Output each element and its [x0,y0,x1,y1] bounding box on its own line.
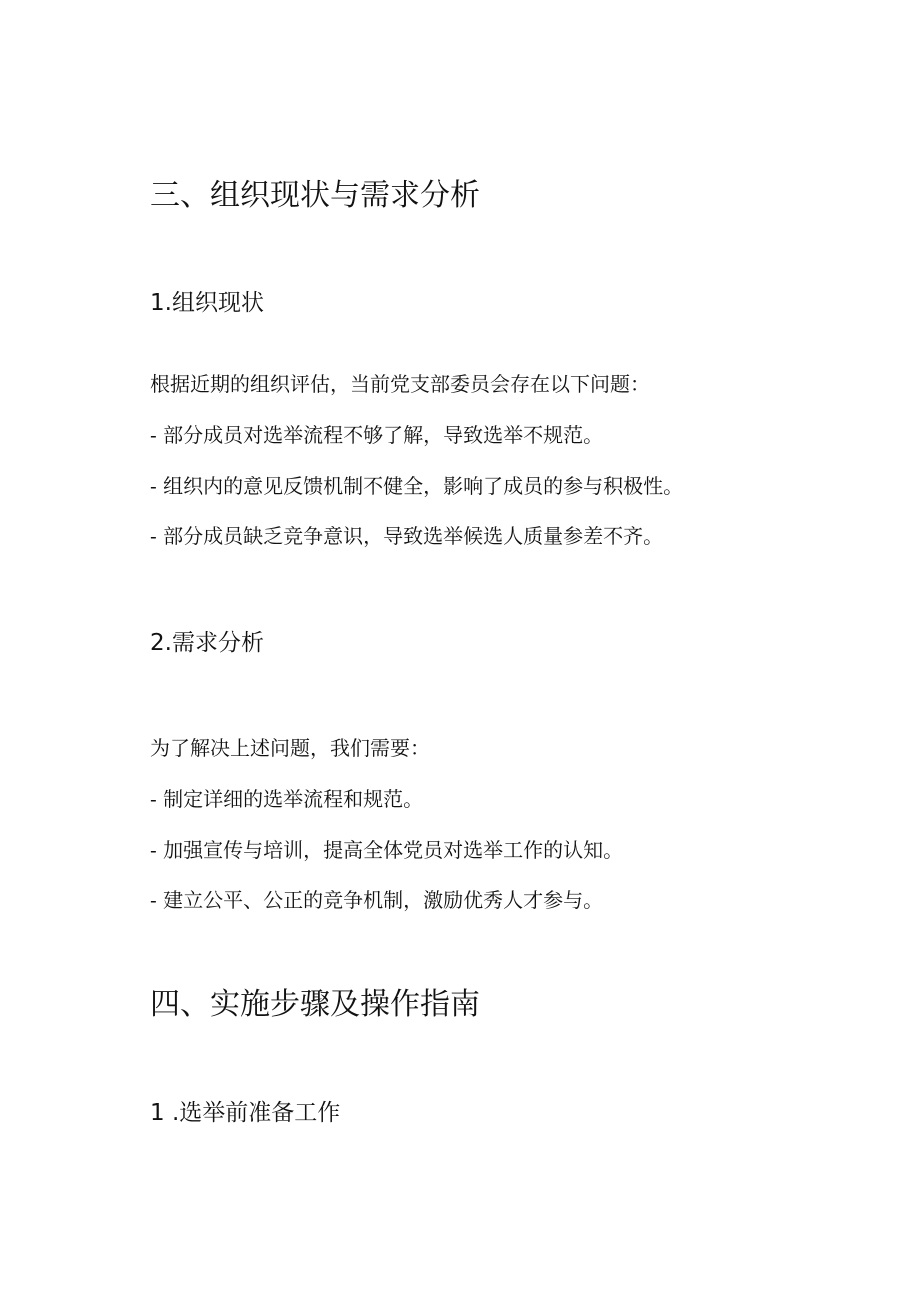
list-item: - 部分成员对选举流程不够了解，导致选举不规范。 [150,423,604,447]
list-item: - 加强宣传与培训，提高全体党员对选举工作的认知。 [150,838,624,862]
subsection-heading-org-status: 1.组织现状 [150,290,264,316]
paragraph-org-status-intro: 根据近期的组织评估，当前党支部委员会存在以下问题： [150,372,650,396]
subsection-heading-pre-election: 1 .选举前准备工作 [150,1100,341,1126]
subsection-heading-needs-analysis: 2.需求分析 [150,630,264,656]
section-heading-4: 四、实施步骤及操作指南 [150,987,480,1022]
list-item: - 部分成员缺乏竞争意识，导致选举候选人质量参差不齐。 [150,524,664,548]
list-item: - 制定详细的选举流程和规范。 [150,787,424,811]
list-item: - 建立公平、公正的竞争机制，激励优秀人才参与。 [150,888,604,912]
section-heading-3: 三、组织现状与需求分析 [150,178,480,213]
paragraph-needs-intro: 为了解决上述问题，我们需要： [150,736,430,760]
list-item: - 组织内的意见反馈机制不健全，影响了成员的参与积极性。 [150,474,684,498]
